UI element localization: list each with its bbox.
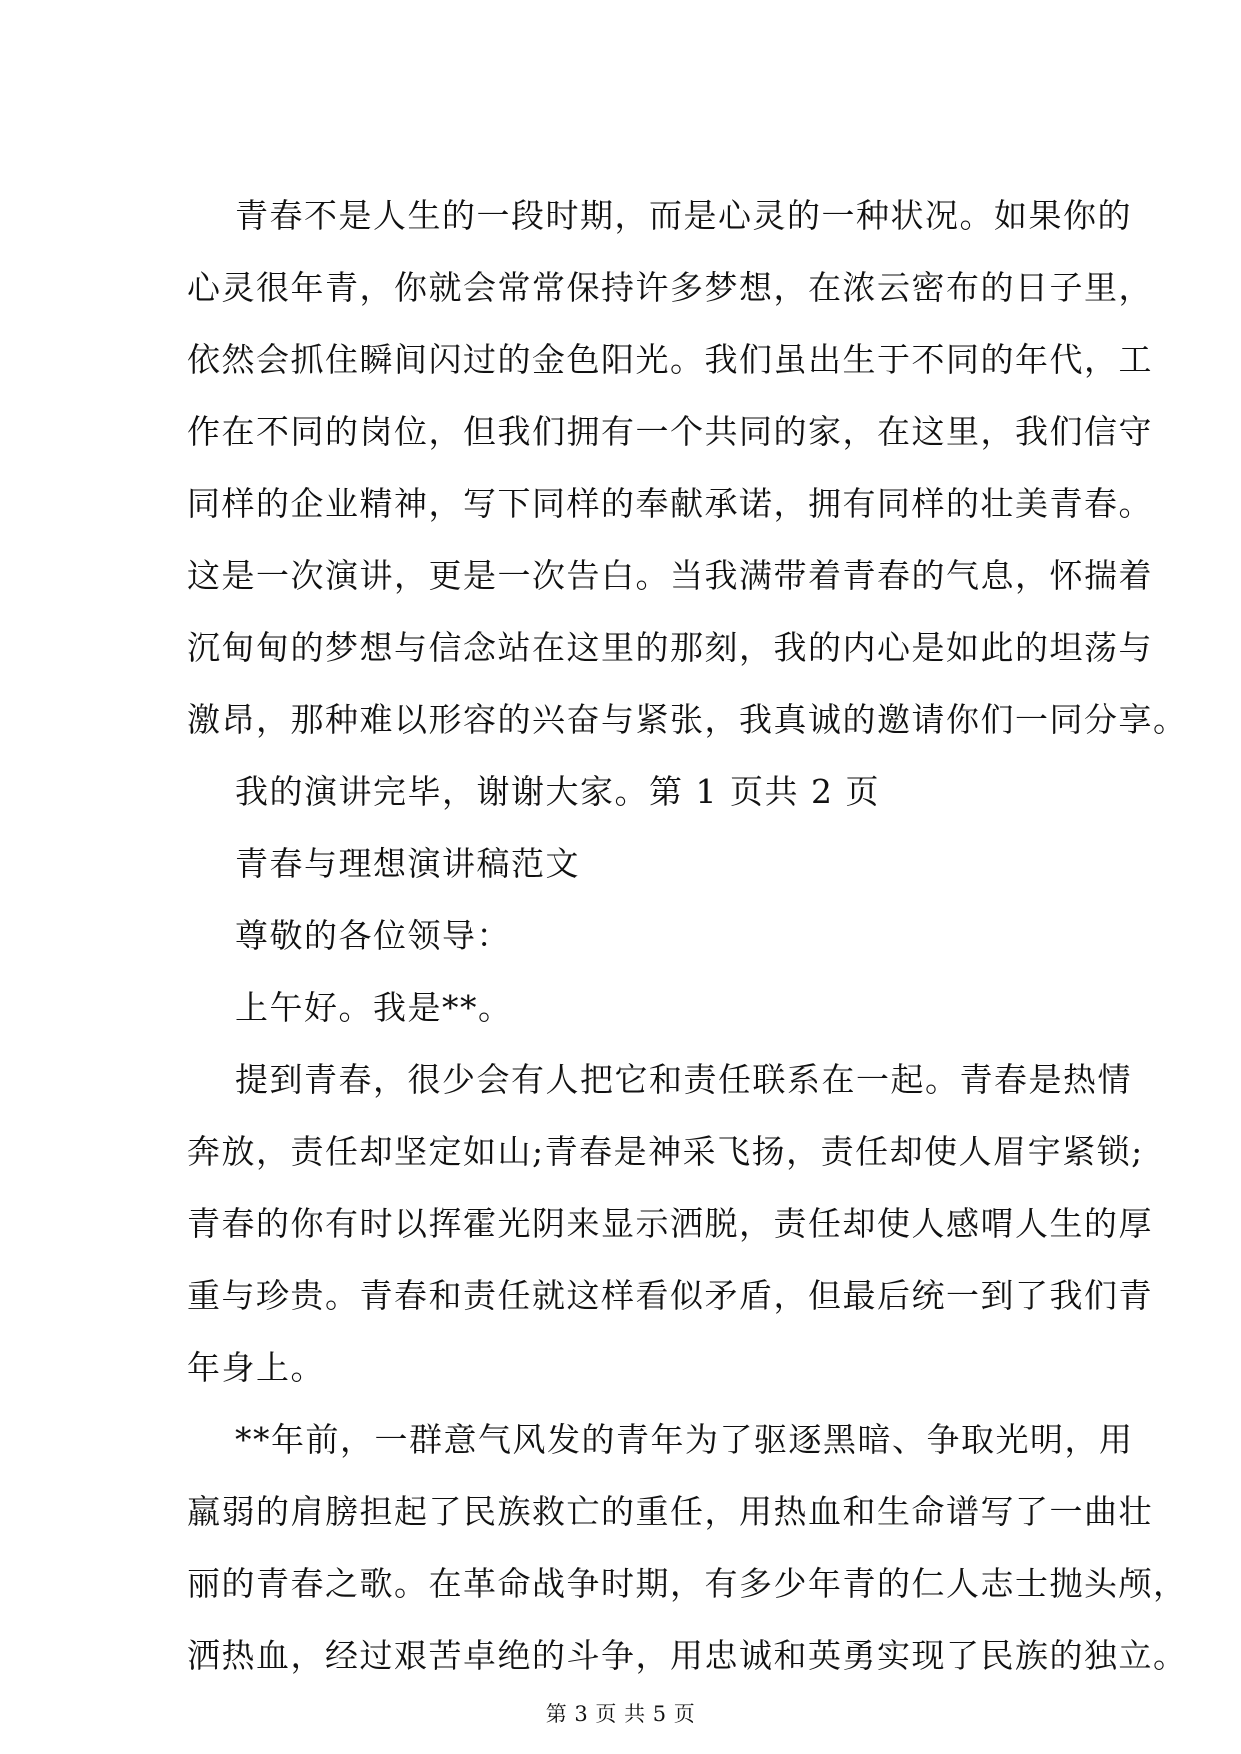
text-line: 丽的青春之歌。在革命战争时期，有多少年青的仁人志士抛头颅， (187, 1564, 1188, 1603)
text-line: 心灵很年青，你就会常常保持许多梦想，在浓云密布的日子里， (187, 268, 1153, 307)
text-line: 羸弱的肩膀担起了民族救亡的重任，用热血和生命谱写了一曲壮 (187, 1492, 1153, 1531)
text-line: 依然会抓住瞬间闪过的金色阳光。我们虽出生于不同的年代，工 (187, 340, 1153, 379)
text-line: 同样的企业精神，写下同样的奉献承诺，拥有同样的壮美青春。 (187, 484, 1153, 523)
text-line: 青春不是人生的一段时期，而是心灵的一种状况。如果你的 (235, 196, 1132, 235)
text-line: 激昂，那种难以形容的兴奋与紧张，我真诚的邀请你们一同分享。 (187, 700, 1188, 739)
text-line: 年身上。 (187, 1348, 325, 1387)
text-line: 青春的你有时以挥霍光阴来显示洒脱，责任却使人感喟人生的厚 (187, 1204, 1153, 1243)
text-line: 奔放，责任却坚定如山;青春是神采飞扬，责任却使人眉宇紧锁; (187, 1132, 1144, 1171)
text-line: 洒热血，经过艰苦卓绝的斗争，用忠诚和英勇实现了民族的独立。 (187, 1636, 1188, 1675)
text-line: 我的演讲完毕，谢谢大家。第 1 页共 2 页 (235, 772, 880, 811)
text-line: 沉甸甸的梦想与信念站在这里的那刻，我的内心是如此的坦荡与 (187, 628, 1153, 667)
page-footer: 第 3 页 共 5 页 (545, 1702, 696, 1726)
text-line: 这是一次演讲，更是一次告白。当我满带着青春的气息，怀揣着 (187, 556, 1153, 595)
section-title: 青春与理想演讲稿范文 (235, 844, 580, 883)
text-line: 提到青春，很少会有人把它和责任联系在一起。青春是热情 (235, 1060, 1132, 1099)
text-line: 作在不同的岗位，但我们拥有一个共同的家，在这里，我们信守 (187, 412, 1153, 451)
text-line: 重与珍贵。青春和责任就这样看似矛盾，但最后统一到了我们青 (187, 1276, 1153, 1315)
text-line: **年前，一群意气风发的青年为了驱逐黑暗、争取光明，用 (235, 1420, 1134, 1459)
salutation: 尊敬的各位领导： (235, 916, 511, 955)
greeting-line: 上午好。我是**。 (235, 988, 513, 1027)
